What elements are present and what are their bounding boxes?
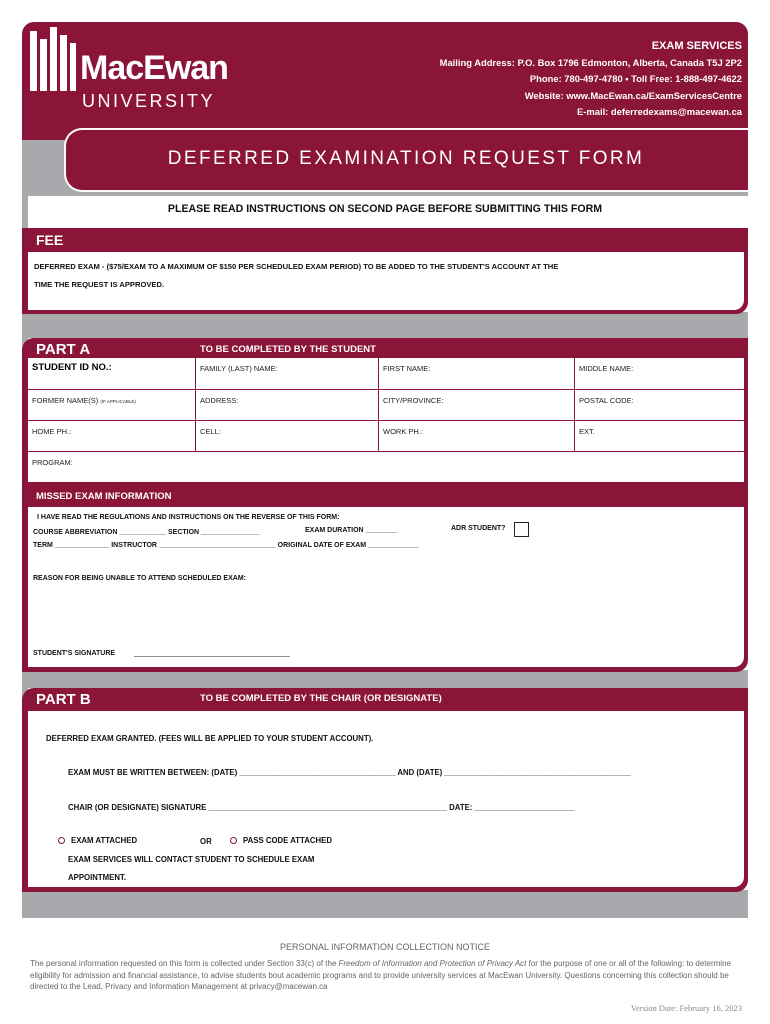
notice-text-post: for the purpose of one or all of the following: to determine eligibility for admission and financial assistance, to advise students bout academic programs and to provide university services at MacEwan University. Questions concerning this collection should be directed to the Lead, Privacy and Information Management at privacy@macewan.ca xyxy=(30,959,731,991)
fee-body xyxy=(28,252,744,310)
missed-exam-body xyxy=(28,507,744,667)
acknowledge-text: I HAVE READ THE REGULATIONS AND INSTRUCTIONS ON THE REVERSE OF THIS FORM: xyxy=(37,514,340,521)
logo-wordmark: MacEwan xyxy=(80,49,228,87)
privacy-notice-text xyxy=(30,958,742,993)
fee-line-1: DEFERRED EXAM - ($75/EXAM TO A MAXIMUM OF $150 PER SCHEDULED EXAM PERIOD) TO BE ADDED TO THE STUDENT'S ACCOUNT AT THE xyxy=(34,262,559,271)
program-field[interactable]: PROGRAM: xyxy=(32,458,73,467)
notice-text-act: Freedom of Information and Protection of Privacy Act xyxy=(338,959,527,968)
macewan-logo xyxy=(30,25,270,115)
notice-text-pre: The personal information requested on this form is collected under Section 33(c) of the xyxy=(30,959,339,968)
part-b-subheading: TO BE COMPLETED BY THE CHAIR (OR DESIGNATE) xyxy=(200,693,442,704)
part-a-subheading: TO BE COMPLETED BY THE STUDENT xyxy=(200,344,376,355)
student-signature-label: STUDENT'S SIGNATURE xyxy=(33,650,116,657)
exam-duration-line[interactable]: EXAM DURATION ________ xyxy=(305,527,397,534)
privacy-notice-heading: PERSONAL INFORMATION COLLECTION NOTICE xyxy=(279,942,491,952)
gray-band-bottom xyxy=(22,890,748,918)
student-info-grid xyxy=(28,358,744,482)
missed-exam-heading: MISSED EXAM INFORMATION xyxy=(36,491,172,502)
version-date: Version Date: February 16, 2023 xyxy=(630,1003,742,1013)
former-names-field[interactable] xyxy=(28,390,196,420)
contact-line-2: APPOINTMENT. xyxy=(68,873,127,882)
postal-code-field[interactable]: POSTAL CODE: xyxy=(579,396,634,405)
student-id-field[interactable]: STUDENT ID NO.: xyxy=(28,358,196,389)
exam-between-line[interactable]: EXAM MUST BE WRITTEN BETWEEN: (DATE) ____________________________________ AND (DATE) ___________________________________________ xyxy=(68,768,631,777)
instructions-note: PLEASE READ INSTRUCTIONS ON SECOND PAGE BEFORE SUBMITTING THIS FORM xyxy=(167,203,603,215)
home-phone-field[interactable]: HOME PH.: xyxy=(28,421,196,451)
exam-attached-option[interactable] xyxy=(58,836,137,845)
middle-name-field[interactable]: MIDDLE NAME: xyxy=(579,364,634,373)
pass-code-option[interactable] xyxy=(230,836,332,845)
city-province-field[interactable]: CITY/PROVINCE: xyxy=(379,390,575,420)
exam-attached-label: EXAM ATTACHED xyxy=(71,836,138,845)
gray-band-fee xyxy=(22,312,748,338)
dept-name: EXAM SERVICES xyxy=(651,40,742,52)
phone-number: Phone: 780-497-4780 • Toll Free: 1-888-497-4622 xyxy=(529,73,742,84)
pass-code-radio[interactable] xyxy=(230,837,237,844)
work-phone-field[interactable]: WORK PH.: xyxy=(379,421,575,451)
former-names-note: (IF APPLICABLE) xyxy=(100,399,136,404)
contact-line-1: EXAM SERVICES WILL CONTACT STUDENT TO SCHEDULE EXAM xyxy=(68,855,315,864)
chair-signature-line[interactable]: CHAIR (OR DESIGNATE) SIGNATURE _______________________________________________________ DATE: _______________________ xyxy=(68,803,575,812)
student-signature-line[interactable]: ________________________________________ xyxy=(134,650,290,657)
logo-subtitle: UNIVERSITY xyxy=(82,91,216,111)
website-link[interactable]: Website: www.MacEwan.ca/ExamServicesCentre xyxy=(524,89,742,101)
adr-student-label: ADR STUDENT? xyxy=(451,525,506,532)
email-link[interactable]: E-mail: deferredexams@macewan.ca xyxy=(577,106,742,117)
logo-mark-icon xyxy=(30,25,78,105)
course-section-line[interactable]: COURSE ABBREVIATION ____________ SECTION _______________ xyxy=(33,529,260,536)
fee-heading: FEE xyxy=(36,232,64,248)
part-b-body xyxy=(28,711,744,887)
granted-text: DEFERRED EXAM GRANTED. (FEES WILL BE APPLIED TO YOUR STUDENT ACCOUNT). xyxy=(46,734,374,743)
address-field[interactable]: ADDRESS: xyxy=(196,390,379,420)
first-name-field[interactable]: FIRST NAME: xyxy=(379,358,575,389)
or-text: OR xyxy=(200,837,212,846)
mailing-address: Mailing Address: P.O. Box 1796 Edmonton, Alberta, Canada T5J 2P2 xyxy=(439,56,742,68)
term-instructor-line[interactable]: TERM ______________ INSTRUCTOR ______________________________ ORIGINAL DATE OF EXAM _____________ xyxy=(33,542,419,549)
fee-line-2: TIME THE REQUEST IS APPROVED. xyxy=(34,280,165,289)
former-names-label: FORMER NAME(S) xyxy=(32,396,99,405)
gray-band-partb xyxy=(22,670,748,688)
ext-field[interactable]: EXT. xyxy=(579,427,595,436)
family-name-field[interactable]: FAMILY (LAST) NAME: xyxy=(196,358,379,389)
cell-phone-field[interactable]: CELL: xyxy=(196,421,379,451)
adr-student-checkbox[interactable] xyxy=(514,522,529,537)
part-a-heading: PART A xyxy=(36,341,91,358)
part-b-heading: PART B xyxy=(36,691,91,708)
contact-block xyxy=(440,38,742,121)
form-title: DEFERRED EXAMINATION REQUEST FORM xyxy=(167,148,645,169)
exam-attached-radio[interactable] xyxy=(58,837,65,844)
pass-code-label: PASS CODE ATTACHED xyxy=(243,836,332,845)
reason-label[interactable]: REASON FOR BEING UNABLE TO ATTEND SCHEDULED EXAM: xyxy=(33,575,246,582)
